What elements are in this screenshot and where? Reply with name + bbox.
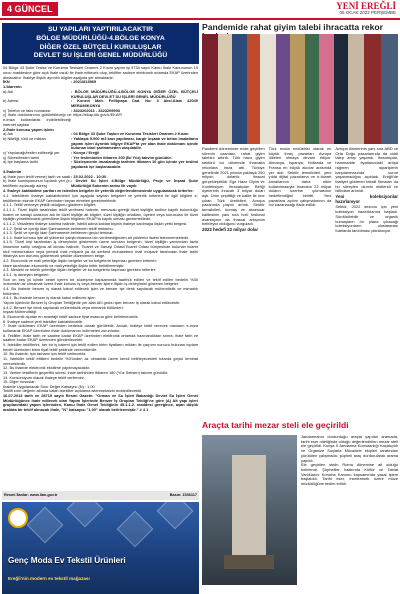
article-paragraph: Pandemi döneminde evde geçirilen sürenin uzaması, rahat giyim talebini artırdı. Türk hazır giyim sektörü bu dönemde ihracatta rekorlara imza attı. Türkiye genelinde 2021 yılında yaklaşık 250 milyon dolarlık ihracat gerçekleştirildi. Ege Hazır Giyim ve Konfeksiyon İhracatçıları Birliği üyelerinin ihracatı 3 milyar doları aştı. Ürün çeşitliliği ve kalite ile öne çıkan Türk üreticileri, Avrupa pazarında payını artırdı. Sektör temsilcileri, kumaş ve aksesuar kalitesinin yanı sıra hızlı teslimat avantajının da ihracat artışında belirleyici olduğunu vurguladı.	[202, 146, 265, 227]
field-value: : Konevi Mah. Fetihpaşa Cad. No: 3 Aksl.Alanı 42040 MERAM/KONYA	[71, 98, 198, 108]
notice-paragraph: 4.1.5. Tüzel kişi tarafından iş deneyimini göstermek üzere sunulan belgenin, tüzel kişiliğin yarısından fazla hissesine sahip ortağına ait olması halinde, Ticaret ve Sanayi Odası/Ticaret Odası bünyesinde bulunan ticaret sicil memurlukları veya yeminli mali müşavir ya da serbest muhasebeci mali müşavir tarafından ihale tarihi itibarıyla son durumu gösterecek şekilde düzenlenen belge.	[3, 239, 198, 259]
ad-decoration	[67, 502, 104, 527]
notice-paragraph: 4.4.2. Benzer işe denk sayılacak mühendislik veya mimarlık bölümleri:	[3, 304, 124, 310]
article-subheading: Yeni koleksiyonlar hazırlanıyor	[335, 194, 399, 204]
notice-paragraph: 12. Bu ihalede elektronik eksiltme yapılmayacaktır.	[3, 365, 91, 371]
field-label: ç) Süresi/teslim tarihi	[3, 154, 40, 160]
notice-intro: 04 Bölge 43 Şube Tesise ve Kurutma Tesisleri Onarımı 2 Kısım yapım işi 4734 sayılı Kamu İhale Kanununun 19 uncu maddesine göre açık ihale usulü ile ihale edilecek olup, teklifler sadece elektronik ortamda EKAP üzerinden alınacaktır. İhaleye ilişkin ayrıntılı bilgiler aşağıda yer almaktadır:	[3, 65, 198, 80]
notice-paragraph: 4.3. Mesleki ve teknik yeterliğe ilişkin belgeler ve bu belgelerin taşıması gereken kriterler:	[3, 267, 157, 273]
field-label: b) Adresi	[3, 98, 19, 104]
notice-field	[3, 80, 198, 85]
notice-field	[3, 137, 198, 151]
scarf	[381, 34, 398, 144]
field-label: b) Niteliği, türü ve miktarı	[3, 136, 47, 142]
notice-paragraph: 4.1.2. Şekli ve içeriği İdari Şartnamede belirlenen teklif mektubu.	[3, 225, 114, 231]
article-paragraph: Avrupa ülkelerinin yanı sıra ABD ve Orta Doğu pazarlarında da ciddi talep artışı yaşandı. İhracatçılar, hammadde fiyatlarındaki artışa rağmen siparişlerin karşılanmasında sorun yaşanmadığını açıkladı. Ereğli'de faaliyet gösteren tekstil firmaları da bu süreçten olumlu etkilendi ve istihdam artırıldı.	[335, 146, 399, 194]
notice-paragraph: 11. İstekliler teklif ettikleri bedelin %3'ünden az olmamak üzere kendi belirleyecekleri tutarda geçici teminat vereceklerdir.	[3, 355, 198, 366]
notice-paragraphs	[3, 194, 198, 394]
scarf	[319, 34, 334, 144]
headline-textile-exports[interactable]: Pandemide rahat giyim talebi ihracatta rekor	[202, 22, 384, 32]
notice-paragraph: Teklifi sınır değerin altında kalan istekliler açıklama istenmeksizin reddedilecektir.	[3, 388, 143, 394]
notice-paragraph: Yapım İşlerinde Benzer İş Grupları Tebliğinde yer alan AIII grubu işler benzer iş olarak kabul edilecektir.	[3, 300, 181, 305]
news-column	[202, 23, 398, 594]
notice-title-line: DEVLET SU İŞLERİ GENEL MÜDÜRLÜĞÜ	[33, 52, 168, 60]
scarves-photo	[202, 34, 398, 144]
article-paragraph: Sektör, 2022 sezonu için yeni koleksiyon hazırlıklarına başladı. Sürdürülebilir ve organik kumaşların ön plana çıkacağı koleksiyonların uluslararası fuarlarda tanıtılması planlanıyor.	[335, 204, 399, 233]
field-value: : 04 Bölge 43 Şube Taşkın ve Kurutma Tesisleri Onarımı 2 Kısım	[71, 131, 189, 137]
notice-title-line: DİĞER ÖZEL BÜTÇELİ KURULUŞLAR	[39, 43, 162, 51]
ad-decoration	[157, 502, 194, 529]
notice-paragraph: 4.4.1. Bu ihalede benzer iş olarak kabul edilecek işler:	[3, 295, 96, 301]
notice-closing: 16.07.2013 tarih ve 28719 sayılı Resmi Gazete: "Orman ve Su İşleri Bakanlığı Devlet Su İşleri Genel Müdürlüğünce ihale edilecek olan Yapım İşlerinde Benzer İş Grupları Tebliği'ne göre (A) Alt yapı işleri gruplarındaki yapım işlerinden, Kamu İhale Genel Tebliğinin 45.1.1.2. maddesi gereğince, aşan düşük aralıkta bir teklif alınacak ihale, "N" katsayısı "1.00" olarak belirlenmiştir." # 4 1	[3, 393, 198, 413]
notice-paragraph: 4.1.4. İhale konusu işte alt yüklenici çalıştırılmasına izin verilmediğinden alt yüklenici listesi istenmemektedir.	[3, 234, 190, 240]
field-value: : BÖLGE MÜDÜRLÜĞÜ-4.BÖLGE KONYA DİĞER ÖZEL BÜTÇELİ KURULUŞLAR DEVLET SU İŞLERİ GENEL MÜDÜRLÜĞÜ	[71, 88, 198, 99]
article-column	[202, 147, 265, 234]
field-value: : Devlet Su İşleri 4.Bölge Müdürlüğü, Proje ve İnşaat Şube Müdürlüğü Sobenim ardısı Ilk vayıb	[71, 178, 198, 189]
notice-section: 2-İhale konusu yapım işinin	[3, 126, 54, 132]
article-column	[269, 147, 332, 234]
article-column	[335, 147, 398, 234]
scarf	[334, 34, 348, 144]
field-value: : 3323202011 - 3323209993	[71, 107, 120, 113]
notice-paragraph: 13. Verilen tekliflerin geçerlilik süresi, ihale tarihinden itibaren 180 (Yüz Seksen) takvim günüdür.	[3, 369, 169, 375]
newspaper-name: YENİ EREĞLİ	[336, 1, 396, 12]
tender-notice-body	[2, 64, 199, 413]
scarf	[276, 34, 290, 144]
scarf	[218, 34, 232, 144]
notice-paragraph: 4.2. Ekonomik ve mali yeterliğe ilişkin belgeler ve bu belgelerin taşıması gereken kriterler:	[3, 258, 157, 264]
field-value: : https://ekap.kik.gov.tr/EKAP/	[71, 112, 123, 118]
scarf	[260, 34, 276, 144]
ad-decoration	[27, 507, 64, 544]
field-value: : Sözleşmenin imzalandığı tarihten itibaren 10 gün içinde yer teslimi yapılarak işe başlanacaktır.	[71, 159, 198, 169]
notice-paragraph: İnşaat Mühendisliği	[3, 309, 37, 315]
notice-paragraph: 6. İhaleye sadece yerli istekliler katılabilecektir.	[3, 318, 84, 324]
article-paragraph: Türk moda endüstrisi olarak en büyük ihraç pazarları Avrupa ülkeleri olmaya devam ediyor. Almanya, İspanya, Hollanda ve Fransa en büyük alıcılar arasında yer aldı. Sektör temsilcileri, yeni yılda dijital pazarlama ve e-ticaret kanallarının daha etkin kullanılmasıyla ihracatın 22 milyar doların üzerine çıkmasının hedeflendiğini belirtti. Yeni pazarlara açılım çalışmalarının da hız kazanacağı ifade edildi.	[268, 146, 332, 208]
article-subheading: 2022 hedefi 22 milyar dolar	[202, 226, 259, 232]
official-ads-link[interactable]: Resmi İlanlar: www.ilan.gov.tr	[4, 493, 58, 497]
masthead-right	[336, 2, 400, 16]
notice-paragraph: 9. İstekliler tekliflerini, her bir iş kalemi için teklif edilen birim fiyatların miktarı ile çarpımı sonucu bulunan toplam bedel üzerinden birim fiyat teklif şeklinde vereceklerdir.	[3, 341, 198, 352]
ad-logo-icon	[8, 508, 28, 528]
notice-paragraph: 8. Teklifler, ihale tarih ve saatine kadar EKAP üzerinden elektronik ortamda hazırlandıktan sonra, ihale tarih ve saatine kadar EKAP üzerinden gönderilecektir.	[3, 332, 198, 343]
page-label: 4 GÜNCEL	[2, 2, 58, 16]
field-label: ç) İhale dokümanının görülebileceği ve e-imza kullanılarak indirilebileceği internet sayfası	[3, 112, 71, 127]
field-label: b) İhale komisyonunun toplantı yeri (e-tekliflerin açılacağı adres)	[3, 178, 71, 189]
notice-paragraph: İdare tarafından ekonomik ve mali yeterliğe ilişkin kriter belirtilmemiştir.	[3, 262, 125, 268]
advertisement[interactable]	[2, 502, 199, 594]
headline-grave-stele[interactable]: Araçta tarihi mezar steli ele geçirildi	[202, 420, 349, 430]
notice-paragraph: 15. Diğer hususlar:	[3, 379, 36, 385]
field-label: İKN	[3, 79, 10, 85]
notice-field	[3, 160, 198, 169]
notice-section: 3-İhalenin	[3, 169, 22, 175]
notice-paragraph: 14. Konsorsiyum olarak ihaleye teklif verilemez.	[3, 374, 85, 380]
ad-title: Genç Moda Ev Tekstil Ürünleri	[8, 556, 126, 565]
article-paragraph: Jandarmanın durdurduğu araçta yapılan aramada, tarihi eser niteliğinde olduğu değerlendirilen mezar steli ele geçirildi. Konya İl Jandarma Komutanlığı Kaçakçılık ve Organize Suçlarla Mücadele ekipleri tarafından yürütülen çalışmada, şüpheli araç durdurularak arama yapıldı.	[301, 434, 398, 463]
ad-subtitle: Ereğli'nin modern ev tekstil mağazası	[8, 576, 90, 581]
notice-section: 1-İdarenin	[3, 84, 22, 90]
tender-notice-column	[2, 23, 199, 594]
field-value: : Konya / Ereğli	[71, 150, 100, 155]
notice-paragraph: 4.3.1. İş deneyim belgeleri:	[3, 272, 50, 278]
tender-notice-header	[2, 23, 199, 64]
notice-section: 4. İhaleye katılabilme şartları ve istenilen belgeler ile yeterlik değerlendirmesinde uygulanacak kriterler:	[3, 188, 194, 194]
notice-paragraph: 4.1.1. Teklif vermeye yetkili olduğunu gösteren bilgiler;	[3, 202, 97, 208]
field-label: d) İşe başlama tarihi	[3, 159, 39, 165]
field-value: : 15.02.2022 - 10:30	[71, 173, 107, 179]
press-code: Basın: 1536117	[169, 493, 197, 497]
notice-paragraph: İhalede Uygulanacak Sınır Değer Katsayısı (N) : 1,00	[3, 383, 95, 389]
stele-photo	[202, 435, 297, 585]
notice-title-line: SU YAPILARI YAPTIRILACAKTIR	[48, 26, 153, 33]
scarf	[364, 34, 381, 144]
field-label: c) Telefon ve faks numarası	[3, 107, 51, 113]
issue-date: 05 OCAK 2022 PERŞEMBE	[339, 10, 396, 16]
field-value: : Yaklaşık 5.000 m3 kazı yapılması, kargir inşaatı ve beton imalatların yapımı işleri Ayrıntılı bilgiye EKAP'ta yer alan ihale dokümanı içinde bulunan idari şartnameden ulaşılabilir.	[71, 136, 198, 151]
field-label: c) Yapılacağı/teslim edileceği yer	[3, 150, 60, 155]
notice-paragraph: 5. Ekonomik açıdan en avantajlı teklif sadece fiyat esasına göre belirlenecektir.	[3, 313, 139, 319]
scarf	[348, 34, 364, 144]
scarf	[290, 34, 305, 144]
notice-title-line: BÖLGE MÜDÜRLÜĞÜ-4.BÖLGE KONYA	[36, 34, 165, 42]
article-textile-body	[202, 147, 398, 234]
field-value: : 2021/813969	[71, 79, 97, 85]
notice-field	[3, 113, 198, 127]
notice-paragraph: Son on beş yıl içinde bedel içeren bir sözleşme kapsamında taahhüt edilen ve teklif edilen bedelin %30 oranından az olmamak üzere ihale konusu iş veya benzer işlere ilişkin iş deneyimini gösteren belgeler.	[3, 276, 198, 287]
stele-base	[224, 555, 274, 569]
field-label: a) İhale (son teklif verme) tarih ve saati	[3, 173, 71, 179]
field-label: a) Adı	[3, 88, 14, 94]
notice-paragraph: 4.1. İsteklilerin ihaleye katılabilmeleri için aşağıda sayılan belgeleri ve yeterlik kriterleri ile ilgili bilgileri e-tekliflerinin ekinde EKAP üzerinden beyan etmeleri gerekmektedir.	[3, 192, 198, 203]
notice-paragraph: 4.1.1.1. Tüzel kişilik tarafından teklif verilmesi halinde, mevzuatı gereği tüzel kişiliğin siciline kayıtlı bulunduğu ticaret ve sanayi odasının adı ile tüzel kişiliğe ait bilgiler; tüzel kişiliğin ortakları, üyeleri veya kurucuları ile tüzel kişiliğin yönetimindeki görevlilere ilişkin bilgilerin EKAP'ta kayıtlı olması gerekmektedir.	[3, 206, 198, 222]
field-value: : Yer tesliminden itibaren 200 (İki Yüz) takvim günüdür.	[71, 154, 172, 160]
notice-paragraph: 4.1.1.2. Vekaleten ihaleye katılma halinde, istekli adına katılan kişinin ihaleye katılmaya ilişkin yetki belgesi.	[3, 220, 188, 226]
scarf	[305, 34, 319, 144]
masthead	[0, 0, 400, 20]
article-paragraph: Ele geçirilen stelin Roma dönemine ait olduğu belirlendi. Şüpheliler hakkında Kültür ve Tabiat Varlıklarını Koruma Kanunu kapsamında yasal işlem başlatıldı. Tarihi eser, incelenmek üzere müze müdürlüğüne teslim edildi.	[301, 462, 398, 487]
notice-paragraph: 4.1.3. Şekli ve içeriği İdari Şartnamede belirlenen geçici teminat.	[3, 230, 114, 236]
article-stele-body	[301, 435, 398, 487]
stele-shape	[232, 455, 266, 565]
scarf	[232, 34, 247, 144]
ad-decoration	[117, 511, 154, 548]
scarf	[202, 34, 218, 144]
field-label: a) Adı	[3, 131, 14, 137]
scarf	[247, 34, 260, 144]
notice-paragraph: 4.4. Bu ihalede benzer iş olarak kabul edilecek işler ve benzer işe denk sayılacak mühendislik ve mimarlık bölümleri:	[3, 286, 198, 296]
notice-paragraph: 10. Bu ihalede, işin tamamı için teklif verilecektir.	[3, 351, 87, 357]
notice-footer-bar	[2, 491, 199, 500]
notice-paragraph: 7. İhale dokümanı EKAP üzerinden bedelsiz olarak görülebilir. Ancak, ihaleye teklif verecek olanların e-imza kullanarak EKAP üzerinden ihale dokümanını indirmeleri zorunludur.	[3, 323, 198, 333]
